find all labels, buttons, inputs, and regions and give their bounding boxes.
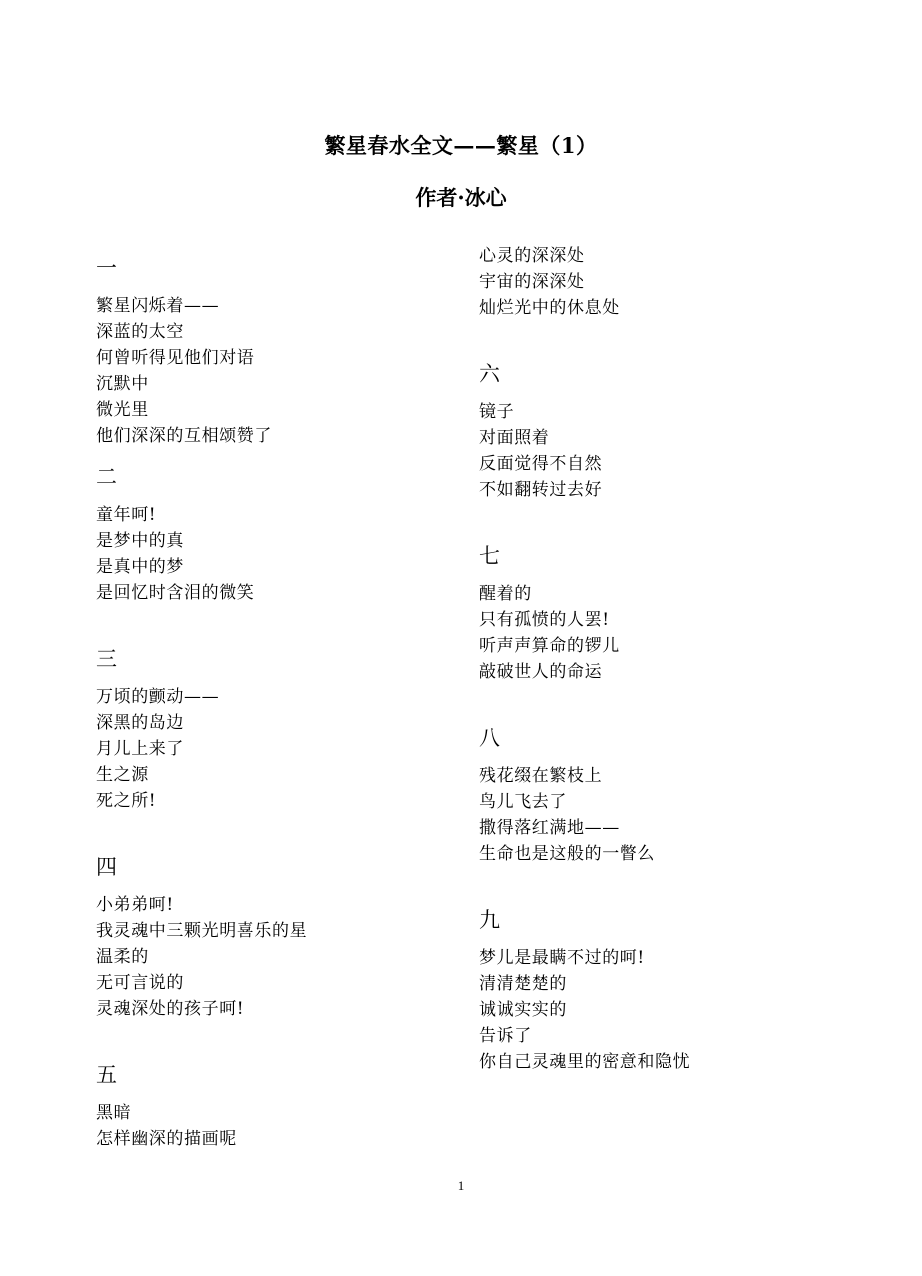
author-line: 作者·冰心: [415, 185, 507, 210]
poem-line: 死之所!: [96, 791, 157, 811]
section-heading: 九: [479, 908, 500, 932]
section-heading: 八: [479, 726, 500, 750]
poem-line: 梦儿是最瞒不过的呵!: [479, 948, 645, 968]
poem-line: 温柔的: [96, 947, 149, 967]
section-heading: 三: [96, 647, 117, 671]
poem-line: 心灵的深深处: [479, 246, 585, 266]
page-number: 1: [457, 1178, 465, 1193]
poem-line: 我灵魂中三颗光明喜乐的星: [96, 921, 308, 941]
poem-line: 是真中的梦: [96, 557, 184, 577]
poem-line: 是梦中的真: [96, 531, 184, 551]
section-heading: 二: [96, 465, 117, 489]
poem-line: 何曾听得见他们对语: [96, 348, 255, 368]
poem-line: 灵魂深处的孩子呵!: [96, 999, 245, 1019]
poem-line: 镜子: [479, 402, 515, 422]
poem-line: 宇宙的深深处: [479, 272, 585, 292]
poem-line: 深蓝的太空: [96, 322, 184, 342]
poem-line: 深黑的岛边: [96, 713, 184, 733]
poem-line: 醒着的: [479, 584, 532, 604]
page-title: 繁星春水全文——繁星（1）: [324, 133, 598, 158]
poem-line: 残花缀在繁枝上: [479, 766, 603, 786]
poem-line: 不如翻转过去好: [479, 480, 603, 500]
poem-line: 撒得落红满地——: [479, 818, 620, 838]
poem-line: 微光里: [96, 400, 149, 420]
poem-line: 只有孤愤的人罢!: [479, 610, 610, 630]
poem-line: 是回忆时含泪的微笑: [96, 583, 255, 603]
poem-line: 无可言说的: [96, 973, 184, 993]
poem-line: 沉默中: [96, 374, 149, 394]
poem-line: 童年呵!: [96, 505, 157, 525]
section-heading: 四: [96, 855, 117, 879]
poem-line: 怎样幽深的描画呢: [96, 1129, 237, 1149]
poem-line: 他们深深的互相颂赞了: [96, 426, 272, 446]
poem-line: 万顷的颤动——: [96, 687, 220, 707]
poem-line: 清清楚楚的: [479, 974, 567, 994]
poem-line: 灿烂光中的休息处: [479, 298, 620, 318]
poem-line: 鸟儿飞去了: [479, 792, 567, 812]
poem-line: 反面觉得不自然: [479, 454, 603, 474]
poem-line: 诚诚实实的: [479, 1000, 567, 1020]
poem-line: 繁星闪烁着——: [96, 296, 220, 316]
section-heading: 七: [479, 544, 500, 568]
poem-line: 敲破世人的命运: [479, 662, 603, 682]
poem-line: 生之源: [96, 765, 149, 785]
poem-line: 对面照着: [479, 428, 550, 448]
poem-line: 黑暗: [96, 1103, 132, 1123]
poem-line: 小弟弟呵!: [96, 895, 174, 915]
section-heading: 五: [96, 1063, 117, 1087]
poem-line: 生命也是这般的一瞥么: [479, 844, 655, 864]
section-heading: 六: [479, 362, 500, 386]
poem-line: 月儿上来了: [96, 739, 184, 759]
section-heading: 一: [96, 256, 117, 280]
poem-line: 你自己灵魂里的密意和隐忧: [479, 1052, 691, 1072]
poem-line: 听声声算命的锣儿: [479, 636, 620, 656]
poem-line: 告诉了: [479, 1026, 532, 1046]
